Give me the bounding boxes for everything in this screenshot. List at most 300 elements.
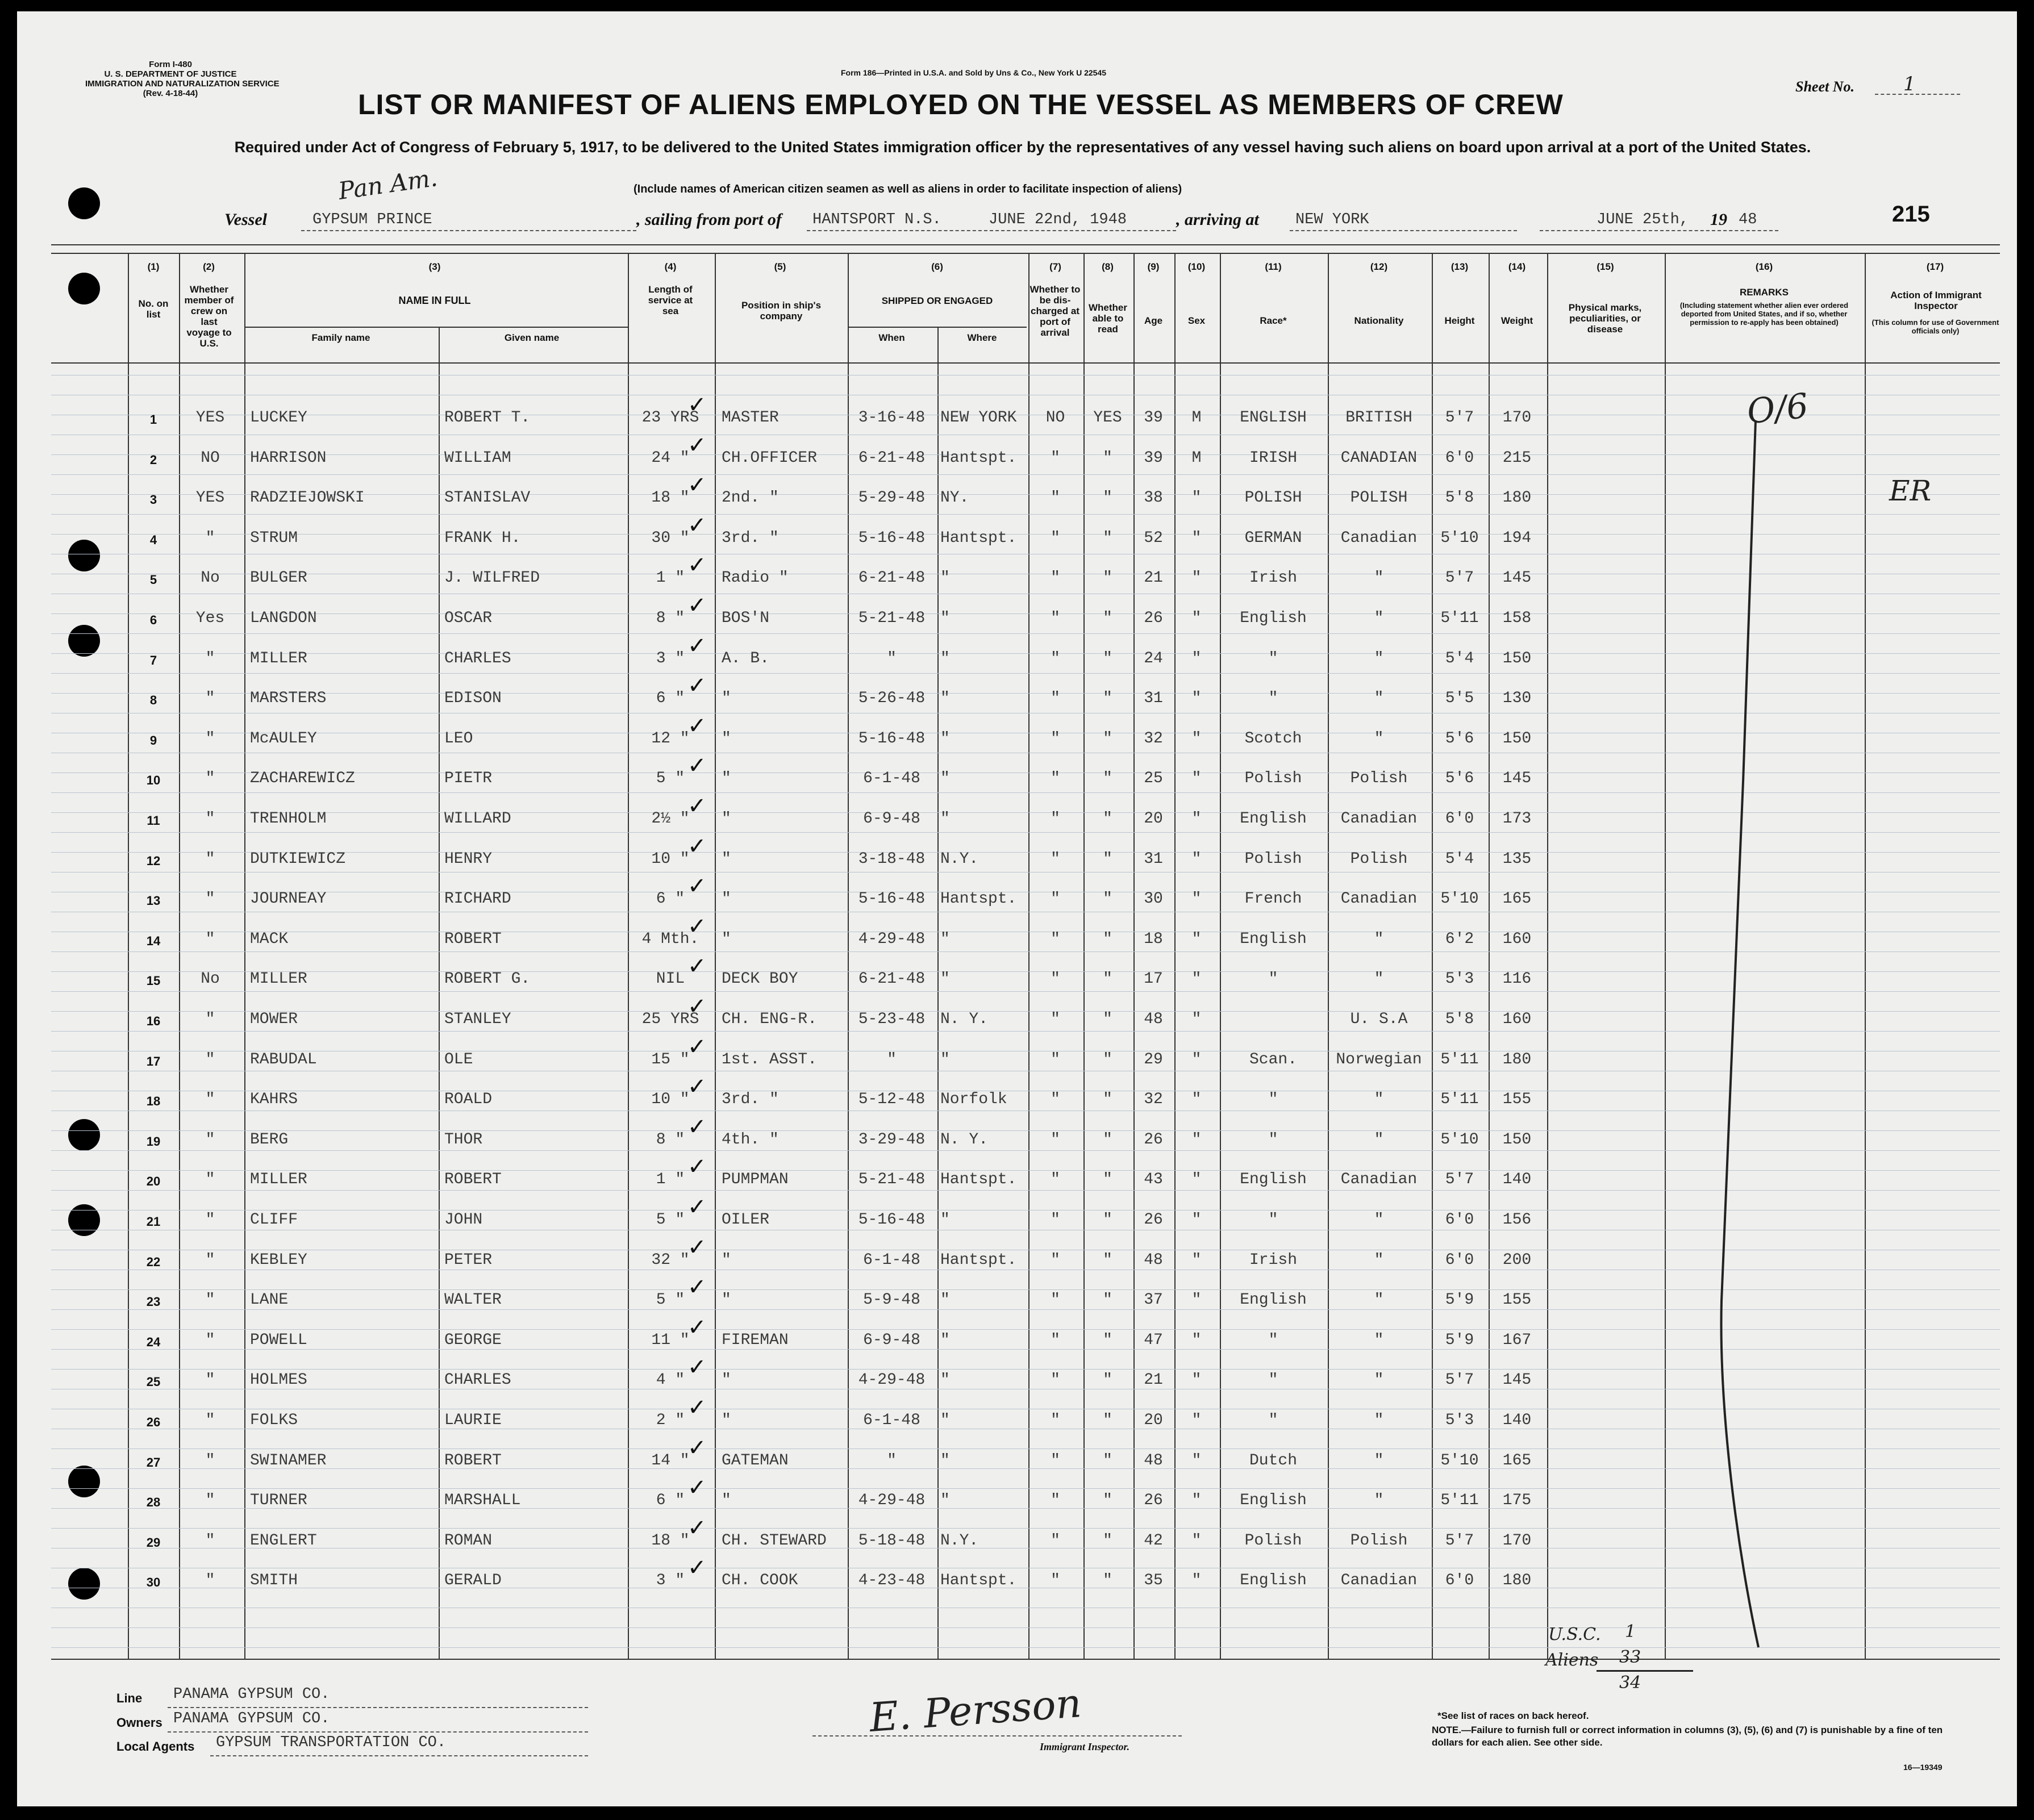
line-value: PANAMA GYPSUM CO. (173, 1686, 330, 1703)
previous-voyage-cell: " (205, 529, 215, 547)
race-cell: Polish (1244, 770, 1302, 788)
able-to-read-cell: YES (1093, 409, 1122, 427)
weight-cell: 170 (1502, 409, 1532, 427)
nationality-cell: " (1374, 1412, 1384, 1429)
position-cell: 3rd. " (722, 529, 779, 547)
nationality-cell: " (1374, 569, 1384, 587)
previous-voyage-cell: " (205, 850, 215, 868)
height-cell: 5'11 (1440, 1492, 1479, 1510)
verification-check-icon: ✓ (687, 873, 707, 900)
agents-underline (210, 1755, 588, 1756)
row-number-cell: 4 (149, 532, 157, 547)
discharge-at-arrival-cell: " (1051, 1211, 1060, 1229)
row-number-cell: 26 (146, 1415, 161, 1429)
shipped-where-cell: Hantspt. (940, 890, 1017, 908)
nationality-cell: " (1374, 1130, 1384, 1149)
col14-number: (14) (1508, 261, 1526, 272)
row-number-cell: 14 (146, 933, 161, 948)
shipped-where-cell: " (940, 1291, 950, 1309)
height-cell: 5'10 (1440, 1451, 1479, 1470)
col3-header: NAME IN FULL (398, 295, 471, 306)
row-number-cell: 30 (146, 1575, 161, 1590)
age-cell: 32 (1144, 729, 1163, 748)
row-number-cell: 21 (146, 1214, 161, 1229)
shipped-when-cell: 3-16-48 (858, 409, 926, 427)
discharge-at-arrival-cell: " (1051, 1291, 1060, 1309)
position-cell: 4th. " (722, 1130, 779, 1149)
position-cell: " (722, 1492, 731, 1510)
height-cell: 5'11 (1440, 610, 1479, 627)
family-name-cell: LANE (250, 1291, 289, 1309)
age-cell: 48 (1144, 1251, 1163, 1269)
nationality-cell: " (1374, 1251, 1384, 1269)
position-cell: GATEMAN (722, 1451, 789, 1470)
previous-voyage-cell: No (201, 970, 220, 988)
row-number-cell: 13 (146, 894, 161, 908)
nationality-cell: " (1374, 1291, 1384, 1309)
col15-header: Physical marks, peculiarities, or disease (1568, 302, 1642, 335)
sex-cell: " (1191, 1412, 1202, 1429)
sex-cell: " (1191, 610, 1202, 627)
shipped-when-cell: 5-9-48 (863, 1291, 920, 1309)
arriving-port: NEW YORK (1295, 211, 1369, 228)
tally-rule (1597, 1670, 1693, 1672)
weight-cell: 194 (1502, 529, 1532, 547)
verification-check-icon: ✓ (687, 994, 707, 1020)
previous-voyage-cell: " (205, 1251, 215, 1269)
able-to-read-cell: " (1103, 1171, 1112, 1189)
age-cell: 37 (1144, 1291, 1163, 1309)
given-name-cell: HENRY (444, 850, 493, 868)
position-cell: 3rd. " (722, 1091, 779, 1109)
able-to-read-cell: " (1103, 1331, 1112, 1349)
given-name-cell: MARSHALL (444, 1492, 521, 1510)
when-header: When (878, 332, 905, 343)
weight-cell: 150 (1502, 729, 1532, 748)
verification-check-icon: ✓ (687, 833, 707, 859)
nationality-cell: " (1374, 1331, 1384, 1349)
sailing-port: HANTSPORT N.S. (812, 211, 941, 228)
discharge-at-arrival-cell: " (1051, 1091, 1060, 1109)
verification-check-icon: ✓ (687, 632, 707, 659)
nationality-cell: " (1374, 930, 1384, 948)
owners-value: PANAMA GYPSUM CO. (173, 1710, 330, 1727)
col3-number: (3) (428, 261, 441, 272)
shipped-when-cell: 6-21-48 (858, 449, 926, 467)
discharge-at-arrival-cell: " (1051, 489, 1060, 507)
shipped-when-cell: 5-29-48 (858, 489, 926, 507)
previous-voyage-cell: NO (201, 449, 220, 467)
sex-cell: " (1191, 1291, 1202, 1309)
verification-check-icon: ✓ (687, 753, 707, 779)
shipped-when-cell: 5-23-48 (858, 1011, 926, 1028)
previous-voyage-cell: " (205, 1050, 215, 1068)
age-cell: 26 (1144, 1211, 1163, 1229)
length-of-service-cell: 18 " (651, 1531, 690, 1550)
age-cell: 17 (1144, 970, 1163, 988)
verification-check-icon: ✓ (687, 673, 707, 699)
given-name-cell: WALTER (444, 1291, 502, 1309)
able-to-read-cell: " (1103, 649, 1112, 667)
nationality-cell: Canadian (1340, 890, 1418, 908)
nationality-cell: Polish (1350, 770, 1408, 788)
weight-cell: 175 (1502, 1492, 1532, 1510)
race-cell: English (1240, 1291, 1307, 1309)
discharge-at-arrival-cell: " (1051, 1251, 1060, 1269)
age-cell: 26 (1144, 610, 1163, 627)
able-to-read-cell: " (1103, 1371, 1112, 1389)
col5-number: (5) (774, 261, 786, 272)
position-cell: OILER (722, 1211, 770, 1229)
sailing-label: , sailing from port of (636, 210, 782, 229)
shipped-where-cell: " (940, 770, 950, 788)
sex-cell: " (1191, 810, 1202, 828)
nationality-cell: " (1374, 1211, 1384, 1229)
previous-voyage-cell: YES (195, 409, 225, 427)
verification-check-icon: ✓ (687, 1194, 707, 1220)
height-cell: 5'10 (1440, 890, 1479, 908)
race-cell: GERMAN (1244, 529, 1302, 547)
row-number-cell: 28 (146, 1495, 161, 1510)
discharge-at-arrival-cell: " (1051, 1331, 1060, 1349)
sex-cell: " (1191, 1011, 1202, 1028)
col12-header: Nationality (1354, 315, 1404, 326)
able-to-read-cell: " (1103, 1050, 1112, 1068)
weight-cell: 160 (1502, 1011, 1532, 1028)
age-cell: 39 (1144, 409, 1163, 427)
col12-number: (12) (1370, 261, 1388, 272)
shipped-where-cell: " (940, 649, 950, 667)
position-cell: CH.OFFICER (722, 449, 818, 467)
shipped-when-cell: 6-1-48 (863, 1251, 920, 1269)
previous-voyage-cell: " (205, 810, 215, 828)
previous-voyage-cell: " (205, 1451, 215, 1470)
stamp-number: 215 (1892, 202, 1930, 227)
given-name-cell: ROBERT (444, 1451, 502, 1470)
family-name-cell: ZACHAREWICZ (250, 770, 355, 788)
remarks-ditto-line (1716, 420, 1773, 1659)
col11-number: (11) (1265, 261, 1282, 272)
length-of-service-cell: NIL (656, 970, 685, 988)
shipped-where-cell: " (940, 1492, 950, 1510)
given-name-cell: LEO (444, 729, 473, 748)
row-number-cell: 10 (146, 773, 161, 788)
given-name-cell: THOR (444, 1130, 483, 1149)
discharge-at-arrival-cell: " (1051, 770, 1060, 788)
row-number-cell: 29 (146, 1535, 161, 1550)
sex-cell: " (1191, 1492, 1202, 1510)
nationality-cell: Canadian (1340, 529, 1418, 547)
nationality-cell: " (1374, 1091, 1384, 1109)
shipped-where-cell: " (940, 690, 950, 708)
shipped-when-cell: 5-26-48 (858, 690, 926, 708)
height-cell: 6'0 (1445, 1572, 1474, 1590)
height-cell: 5'6 (1445, 770, 1474, 788)
able-to-read-cell: " (1103, 1251, 1112, 1269)
previous-voyage-cell: " (205, 1572, 215, 1590)
weight-cell: 215 (1502, 449, 1532, 467)
previous-voyage-cell: YES (195, 489, 225, 507)
length-of-service-cell: 24 " (651, 449, 690, 467)
shipped-where-cell: " (940, 1211, 950, 1229)
race-cell: " (1268, 649, 1278, 667)
shipped-where-cell: N. Y. (940, 1011, 989, 1028)
shipped-where-cell: " (940, 1371, 950, 1389)
family-name-cell: BULGER (250, 569, 307, 587)
shipped-where-cell: Hantspt. (940, 529, 1017, 547)
family-name-cell: SMITH (250, 1572, 298, 1590)
printer-line: Form 186—Printed in U.S.A. and Sold by Uns & Co., New York U 22545 (841, 68, 1107, 77)
shipped-when-cell: 6-21-48 (858, 569, 926, 587)
position-cell: " (722, 1251, 731, 1269)
height-cell: 6'0 (1445, 449, 1474, 467)
weight-cell: 165 (1502, 890, 1532, 908)
age-cell: 31 (1144, 850, 1163, 868)
height-cell: 6'0 (1445, 810, 1474, 828)
discharge-at-arrival-cell: " (1051, 1451, 1060, 1470)
verification-check-icon: ✓ (687, 913, 707, 940)
height-cell: 6'0 (1445, 1211, 1474, 1229)
age-cell: 52 (1144, 529, 1163, 547)
col2-header: Whether member of crew on last voyage to U.S. (184, 284, 234, 349)
sex-cell: " (1191, 569, 1202, 587)
family-name-cell: MILLER (250, 970, 307, 988)
verification-check-icon: ✓ (687, 1314, 707, 1341)
col6-header: SHIPPED OR ENGAGED (881, 295, 993, 306)
discharge-at-arrival-cell: " (1051, 970, 1060, 988)
family-name-cell: POWELL (250, 1331, 307, 1349)
able-to-read-cell: " (1103, 850, 1112, 868)
age-cell: 30 (1144, 890, 1163, 908)
family-name-cell: JOURNEAY (250, 890, 327, 908)
age-cell: 43 (1144, 1171, 1163, 1189)
length-of-service-cell: 2 " (656, 1412, 685, 1429)
position-cell: " (722, 1412, 731, 1429)
col16-subheader: (Including statement whether alien ever ordered deported from United States, and if so, whether permission to re-apply has been obtained) (1679, 301, 1849, 327)
weight-cell: 155 (1502, 1091, 1532, 1109)
previous-voyage-cell: " (205, 1291, 215, 1309)
sex-cell: " (1191, 1050, 1202, 1068)
include-note: (Include names of American citizen seamen as well as aliens in order to facilitate inspection of aliens) (633, 183, 1182, 195)
height-cell: 5'7 (1445, 1531, 1474, 1550)
col4-header: Length of service at sea (648, 284, 693, 316)
length-of-service-cell: 5 " (656, 770, 685, 788)
race-cell: IRISH (1249, 449, 1297, 467)
family-name-cell: RABUDAL (250, 1050, 317, 1068)
age-cell: 31 (1144, 690, 1163, 708)
inspector-label: Immigrant Inspector. (1040, 1741, 1130, 1752)
row-number-cell: 19 (146, 1134, 161, 1149)
line-underline (168, 1707, 588, 1708)
previous-voyage-cell: " (205, 729, 215, 748)
owners-label: Owners (116, 1715, 162, 1730)
verification-check-icon: ✓ (687, 712, 707, 739)
sex-cell: " (1191, 930, 1202, 948)
row-number-cell: 8 (149, 693, 157, 708)
shipped-where-cell: " (940, 729, 950, 748)
nationality-cell: BRITISH (1345, 409, 1412, 427)
weight-cell: 155 (1502, 1291, 1532, 1309)
discharge-at-arrival-cell: " (1051, 1371, 1060, 1389)
sex-cell: " (1191, 770, 1202, 788)
row-number-cell: 3 (149, 492, 157, 507)
col8-number: (8) (1102, 261, 1114, 272)
row-number-cell: 1 (149, 412, 157, 427)
tally-aliens-label: Aliens (1545, 1650, 1599, 1670)
race-cell: Irish (1249, 569, 1297, 587)
length-of-service-cell: 6 " (656, 690, 685, 708)
height-cell: 5'4 (1445, 649, 1474, 667)
race-cell: " (1268, 1412, 1278, 1429)
sex-cell: " (1191, 1130, 1202, 1149)
row-number-cell: 17 (146, 1054, 161, 1068)
col1-number: (1) (147, 261, 160, 272)
race-cell: English (1240, 1492, 1307, 1510)
shipped-where-cell: N. Y. (940, 1130, 989, 1149)
position-cell: A. B. (722, 649, 770, 667)
able-to-read-cell: " (1103, 810, 1112, 828)
row-number-cell: 12 (146, 853, 161, 868)
nationality-cell: U. S.A (1350, 1011, 1408, 1028)
race-cell: English (1240, 610, 1307, 627)
previous-voyage-cell: " (205, 930, 215, 948)
given-name-header: Given name (504, 332, 560, 343)
age-cell: 21 (1144, 1371, 1163, 1389)
col15-number: (15) (1597, 261, 1614, 272)
shipped-when-cell: 3-18-48 (858, 850, 926, 868)
age-cell: 21 (1144, 569, 1163, 587)
shipped-where-cell: NY. (940, 489, 969, 507)
discharge-at-arrival-cell: " (1051, 569, 1060, 587)
previous-voyage-cell: " (205, 649, 215, 667)
family-name-cell: MOWER (250, 1011, 298, 1028)
shipped-when-cell: 4-29-48 (858, 930, 926, 948)
verification-check-icon: ✓ (687, 472, 707, 499)
shipped-when-cell: 5-21-48 (858, 1171, 926, 1189)
age-cell: 29 (1144, 1050, 1163, 1068)
col7-header: Whether to be dis-charged at port of arrival (1029, 284, 1081, 338)
verification-check-icon: ✓ (687, 432, 707, 458)
verification-check-icon: ✓ (687, 1274, 707, 1301)
discharge-at-arrival-cell: " (1051, 1572, 1060, 1590)
col13-number: (13) (1451, 261, 1469, 272)
race-cell: " (1268, 1331, 1278, 1349)
service-name: IMMIGRATION AND NATURALIZATION SERVICE (85, 79, 280, 89)
sex-cell: " (1191, 489, 1202, 507)
agents-value: GYPSUM TRANSPORTATION CO. (216, 1734, 447, 1751)
verification-check-icon: ✓ (687, 953, 707, 980)
nationality-cell: Canadian (1340, 1171, 1418, 1189)
col1-header: No. on list (138, 298, 169, 320)
sex-cell: " (1191, 1331, 1202, 1349)
nationality-cell: Canadian (1340, 1572, 1418, 1590)
shipped-when-cell: 5-16-48 (858, 1211, 926, 1229)
nationality-cell: Polish (1350, 850, 1408, 868)
family-name-cell: TRENHOLM (250, 810, 327, 828)
previous-voyage-cell: " (205, 1130, 215, 1149)
given-name-cell: ROBERT (444, 930, 502, 948)
height-cell: 5'6 (1445, 729, 1474, 748)
discharge-at-arrival-cell: " (1051, 1050, 1060, 1068)
nationality-cell: " (1374, 610, 1384, 627)
given-name-cell: CHARLES (444, 649, 511, 667)
given-name-cell: JOHN (444, 1211, 483, 1229)
discharge-at-arrival-cell: " (1051, 729, 1060, 748)
length-of-service-cell: 6 " (656, 890, 685, 908)
given-name-cell: GERALD (444, 1572, 502, 1590)
weight-cell: 167 (1502, 1331, 1532, 1349)
length-of-service-cell: 2½ " (651, 810, 690, 828)
discharge-at-arrival-cell: " (1051, 690, 1060, 708)
row-number-cell: 20 (146, 1174, 161, 1189)
verification-check-icon: ✓ (687, 1154, 707, 1180)
position-cell: Radio " (722, 569, 789, 587)
able-to-read-cell: " (1103, 1572, 1112, 1590)
sex-cell: M (1191, 409, 1202, 427)
race-cell: English (1240, 930, 1307, 948)
col10-number: (10) (1187, 261, 1206, 272)
height-cell: 5'5 (1445, 690, 1474, 708)
family-name-cell: LANGDON (250, 610, 317, 627)
family-name-cell: McAULEY (250, 729, 317, 748)
inspector-signature: E. Persson (868, 1680, 1083, 1741)
sex-cell: " (1191, 649, 1202, 667)
nationality-cell: Canadian (1340, 810, 1418, 828)
sex-cell: " (1191, 690, 1202, 708)
tally-usc-label: U.S.C. (1548, 1625, 1601, 1644)
sheet-label: Sheet No. (1795, 78, 1854, 95)
given-name-cell: PIETR (444, 770, 493, 788)
height-cell: 5'10 (1440, 529, 1479, 547)
family-name-cell: BERG (250, 1130, 289, 1149)
arrival-date: JUNE 25th, (1597, 211, 1689, 228)
vessel-name: GYPSUM PRINCE (312, 211, 432, 228)
previous-voyage-cell: " (205, 1211, 215, 1229)
weight-cell: 158 (1502, 610, 1532, 627)
discharge-at-arrival-cell: " (1051, 1171, 1060, 1189)
nationality-cell: Norwegian (1336, 1050, 1422, 1068)
age-cell: 39 (1144, 449, 1163, 467)
arrival-year-prefix: 19 (1710, 210, 1727, 229)
able-to-read-cell: " (1103, 1531, 1112, 1550)
weight-cell: 140 (1502, 1412, 1532, 1429)
row-number-cell: 9 (149, 733, 157, 748)
verification-check-icon: ✓ (687, 1074, 707, 1100)
nationality-cell: " (1374, 1492, 1384, 1510)
weight-cell: 150 (1502, 1130, 1532, 1149)
able-to-read-cell: " (1103, 1412, 1112, 1429)
sex-cell: " (1191, 1451, 1202, 1470)
sex-cell: " (1191, 970, 1202, 988)
length-of-service-cell: 10 " (651, 1091, 690, 1109)
weight-cell: 160 (1502, 930, 1532, 948)
verification-check-icon: ✓ (687, 552, 707, 579)
family-name-cell: RADZIEJOWSKI (250, 489, 365, 507)
weight-cell: 145 (1502, 1371, 1532, 1389)
given-name-cell: WILLARD (444, 810, 511, 828)
previous-voyage-cell: " (205, 770, 215, 788)
position-cell: BOS'N (722, 610, 770, 627)
race-cell: " (1268, 1211, 1278, 1229)
row-number-cell: 15 (146, 974, 161, 988)
height-cell: 5'8 (1445, 1011, 1474, 1028)
given-name-cell: OSCAR (444, 610, 493, 627)
shipped-when-cell: 6-21-48 (858, 970, 926, 988)
col7-number: (7) (1049, 261, 1061, 272)
col9-number: (9) (1147, 261, 1160, 272)
sex-cell: " (1191, 1171, 1202, 1189)
able-to-read-cell: " (1103, 1211, 1112, 1229)
